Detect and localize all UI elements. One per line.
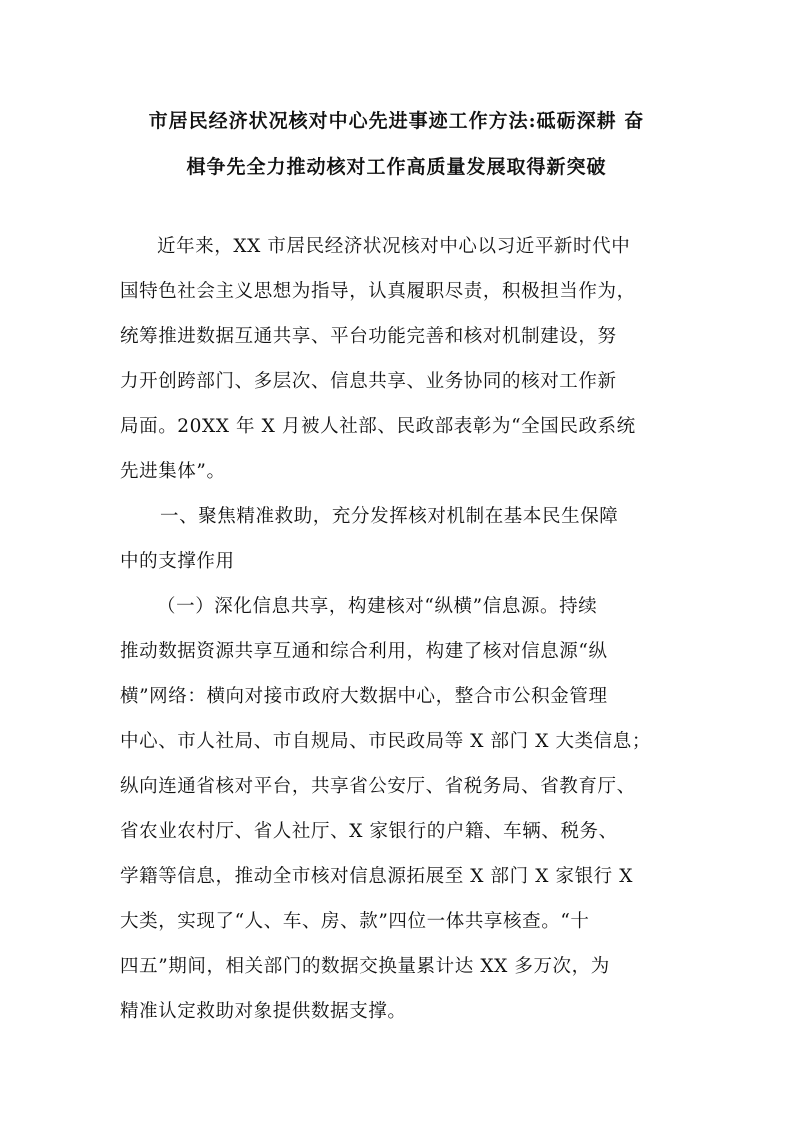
text-line: 学籍等信息，推动全市核对信息源拓展至 X 部门 X 家银行 X: [120, 866, 634, 887]
text-line: 中的支撑作用: [120, 551, 235, 572]
text-line: 国特色社会主义思想为指导，认真履职尽责，积极担当作为，: [120, 281, 636, 302]
document-title: [100, 98, 693, 190]
text-line: 近年来，XX 市居民经济状况核对中心以习近平新时代中: [157, 236, 631, 257]
text-line: 省农业农村厅、省人社厅、X 家银行的户籍、车辆、税务、: [120, 821, 618, 842]
text-line: 力开创跨部门、多层次、信息共享、业务协同的核对工作新: [120, 371, 617, 392]
text-line: 局面。20XX 年 X 月被人社部、民政部表彰为“全国民政系统: [120, 416, 636, 437]
text-line: 中心、市人社局、市自规局、市民政局等 X 部门 X 大类信息；: [120, 731, 651, 752]
text-line: 大类，实现了“人、车、房、款”四位一体共享核查。“十: [120, 911, 590, 932]
text-line: 推动数据资源共享互通和综合利用，构建了核对信息源“纵: [120, 641, 608, 662]
document-body: [120, 224, 676, 1034]
text-line: 四五”期间，相关部门的数据交换量累计达 XX 多万次，为: [120, 956, 610, 977]
text-line: （一）深化信息共享，构建核对“纵横”信息源。持续: [157, 596, 598, 617]
title-line: 楫争先全力推动核对工作高质量发展取得新突破: [186, 156, 607, 178]
text-line: 精准认定救助对象提供数据支撑。: [120, 1001, 407, 1022]
paragraph-intro: [120, 224, 676, 494]
text-line: 统筹推进数据互通共享、平台功能完善和核对机制建设，努: [120, 326, 617, 347]
paragraph-info-sharing: [120, 584, 676, 1034]
text-line: 纵向连通省核对平台，共享省公安厅、省税务局、省教育厅、: [120, 776, 636, 797]
section-heading-1: [120, 494, 676, 584]
text-line: 一、聚焦精准救助，充分发挥核对机制在基本民生保障: [160, 506, 619, 527]
text-line: 先进集体”。: [120, 461, 226, 482]
text-line: 横”网络：横向对接市政府大数据中心，整合市公积金管理: [120, 686, 608, 707]
title-line: 市居民经济状况核对中心先进事迹工作方法:砥砺深耕 奋: [148, 110, 645, 132]
